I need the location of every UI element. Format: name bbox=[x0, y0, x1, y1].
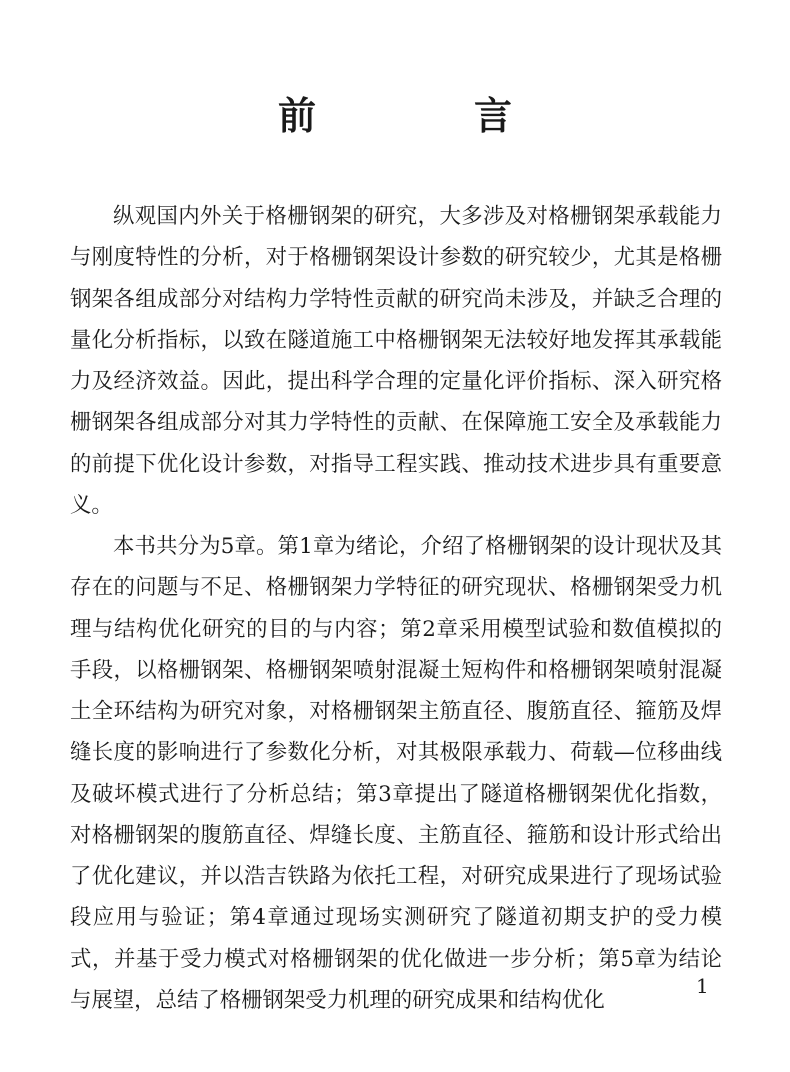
paragraph-1: 纵观国内外关于格栅钢架的研究，大多涉及对格栅钢架承载能力与刚度特性的分析，对于格栅钢架设计参数的研究较少，尤其是格栅钢架各组成部分对结构力学特性贡献的研究尚未涉及，并缺乏合理的量化分析指标，以致在隧道施工中格栅钢架无法较好地发挥其承载能力及经济效益。因此，提出科学合理的定量化评价指标、深入研究格栅钢架各组成部分对其力学特性的贡献、在保障施工安全及承载能力的前提下优化设计参数，对指导工程实践、推动技术进步具有重要意义。 bbox=[70, 204, 722, 518]
page-title: 前 言 bbox=[277, 93, 572, 138]
preface-body bbox=[70, 196, 722, 1021]
page-number: 1 bbox=[696, 974, 709, 998]
paragraph-2: 本书共分为5章。第1章为绪论，介绍了格栅钢架的设计现状及其存在的问题与不足、格栅钢架力学特征的研究现状、格栅钢架受力机理与结构优化研究的目的与内容；第2章采用模型试验和数值模拟的手段，以格栅钢架、格栅钢架喷射混凝土短构件和格栅钢架喷射混凝土全环结构为研究对象，对格栅钢架主筋直径、腹筋直径、箍筋及焊缝长度的影响进行了参数化分析，对其极限承载力、荷载—位移曲线及破坏模式进行了分析总结；第3章提出了隧道格栅钢架优化指数，对格栅钢架的腹筋直径、焊缝长度、主筋直径、箍筋和设计形式给出了优化建议，并以浩吉铁路为依托工程，对研究成果进行了现场试验段应用与验证；第4章通过现场实测研究了隧道初期支护的受力模式，并基于受力模式对格栅钢架的优化做进一步分析；第5章为结论与展望，总结了格栅钢架受力机理的研究成果和结构优化 bbox=[70, 534, 722, 1013]
